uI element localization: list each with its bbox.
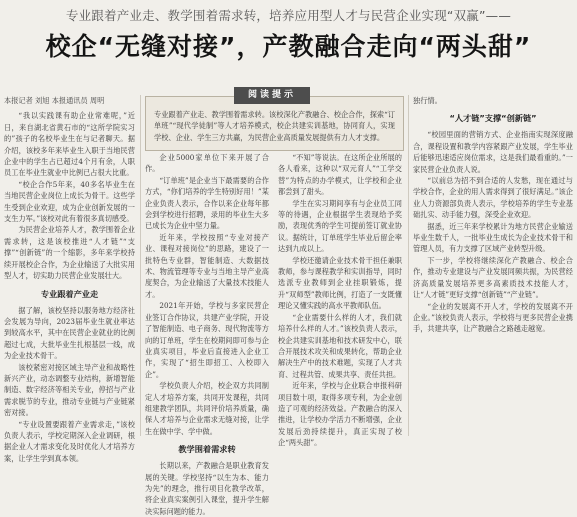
paragraph: “校企合作5年来，40多名毕业生在当地民营企业岗位上成长为骨干。这些学生受到企业欢迎，成为企业创新发展的一支生力军。”该校对此有着很多真切感受。 — [4, 179, 135, 224]
reading-tip-box — [145, 90, 404, 151]
article-column-1 — [4, 95, 135, 463]
paragraph: 下一步，学校将继续深化产教融合、校企合作，推动专业建设与产业发展同频共振，为民营经济高质量发展培养更多高素质技术技能人才，让“人才链”更好支撑“创新链”“产业链”。 — [413, 255, 573, 300]
paragraph: 该校紧密对接区域主导产业和战略性新兴产业，动态调整专业结构，新增智能制造、数字经济等相关专业，停招与产业需求脱节的专业，推动专业链与产业链紧密对接。 — [4, 362, 135, 418]
paragraph: 近年来，学校与企业联合申报科研项目数十项，取得多项专利，为企业创造了可观的经济效益。产教融合的深入推进，让学校办学活力不断增强，企业发展后劲持续提升，真正实现了校企“两头甜”。 — [278, 381, 402, 448]
section-subhead: 专业跟着产业走 — [40, 288, 99, 299]
headline: 校企“无缝对接”，产教融合走向“两头甜” — [45, 32, 532, 61]
paragraph: 独行情。 — [413, 96, 442, 105]
column-divider — [408, 95, 409, 436]
paragraph: 2021年开始，学校与多家民营企业签订合作协议，共建产业学院，开设了智能制造、电子商务、现代物流等方向的订单班，学生在校期间即可参与企业真实项目，毕业后直接进入企业工作，实现了“招生即招工、入校即入企”。 — [145, 301, 269, 379]
paragraph: 学生在实习期间享有与企业员工同等的待遇，企业根据学生表现给予奖励，表现优秀的学生可提前签订就业协议。据统计，订单班学生毕业后留企率达到九成以上。 — [278, 198, 402, 254]
kicker-line: 专业跟着产业走、教学围着需求转，培养应用型人才与民营企业实现“双赢”—— — [65, 8, 512, 23]
paragraph: “订单班”是企业当下最需要的合作方式，“你们培养的学生特别好用！”某企业负责人表示，合作以来企业每年都会到学校进行招聘，录用的毕业生大多已成长为企业中坚力量。 — [145, 175, 269, 231]
paragraph: 据了解，该校坚持以服务地方经济社会发展为导向，2023届毕业生就业率达到较高水平，其中在民营企业就业的比例超过七成，大批毕业生扎根基层一线，成为企业技术骨干。 — [4, 305, 135, 361]
paragraph: 近年来，学校按照“专业对接产业、课程对接岗位”的思路，建设了一批特色专业群，智能制造、大数据技术、物流管理等专业与当地主导产业高度契合，为企业输送了大量技术技能人才。 — [145, 232, 269, 299]
paragraph: 为民营企业培养人才，教学围着企业需求转，这是该校推进“人才链”“支撑”“创新链”的一个缩影，多年来学校持续开展校企合作，为企业输送了大批实用型人才，切实助力民营企业发展壮大。 — [4, 225, 135, 281]
paragraph: 长期以来，产教融合是职业教育发展的关键。学校坚持“以生为本、能力为先”的理念，推行项目化教学改革，将企业真实案例引入课堂，提升学生解决实际问题的能力。 — [145, 461, 269, 516]
paragraph: “我以实践课有助企业常难呢，”近日，来自湖北省黄石市的“这所学院实习的”孩子的名校毕业生在与记者聊天。据介绍，该校多年来毕业生入职于当地民营企业中的学生占已超过4个月有余，人职员工在毕业生就业中比例已占很大比重。 — [4, 111, 135, 178]
paragraph: “以前总为招不到合适的人发愁，现在通过与学校合作，企业的用人需求得到了很好满足。”该企业人力资源部负责人表示，学校培养的学生专业基础扎实、动手能力强，深受企业欢迎。 — [413, 176, 573, 220]
byline: 本报记者 刘旭 本报通讯员 周明 — [4, 96, 105, 105]
reading-tip-text: 专业跟着产业走、教学围着需求转。该校深化产教融合、校企合作，探索“订单班”“现代学徒制”等人才培养模式，校企共建实训基地，协同育人，实现学校、企业、学生三方共赢，为民营企业高质量发展提供有力人才支撑。 — [154, 110, 395, 142]
column-divider — [140, 95, 141, 436]
article-column-4 — [413, 95, 573, 436]
article-column-2 — [145, 152, 269, 516]
paragraph: “企业需要什么样的人才，我们就培养什么样的人才。”该校负责人表示，校企共建实训基地和技术研发中心，联合开展技术攻关和成果转化，帮助企业解决生产中的技术难题，实现了人才共育、过程共管、成果共享、责任共担。 — [278, 312, 402, 379]
section-subhead: 教学围着需求转 — [178, 444, 236, 455]
paragraph: 企业5000家单位下来开展了合作。 — [145, 153, 269, 174]
paragraph: 学校负责人介绍，校企双方共同制定人才培养方案，共同开发课程，共同组建教学团队，共同评价培养质量，确保人才培养与企业需求无缝对接，让学生在做中学、学中做。 — [145, 381, 269, 436]
paragraph: 学校还邀请企业技术骨干担任兼职教师，参与课程教学和实训指导，同时选派专业教师到企业挂职锻炼，提升“双师型”教师比例，打造了一支既懂理论又懂实践的高水平教师队伍。 — [278, 255, 402, 311]
reading-tip-title: 阅读提示 — [234, 87, 310, 104]
paragraph: “不知”等说法。在这所企业所展的各人看来，这种以“双元育人”“工学交替”为特点的办学模式，让学校和企业都尝到了甜头。 — [278, 153, 402, 197]
paragraph: “专业设置要跟着产业需求走，”该校负责人表示，学校定期深入企业调研，根据企业人才需求变化及时优化人才培养方案，让学生学到真本领。 — [4, 419, 135, 463]
paragraph: “企业的发展离不开人才，学校的发展离不开企业。”该校负责人表示，学校将与更多民营企业携手，共建共享，让产教融合之路越走越宽。 — [413, 301, 573, 334]
section-subhead: “人才链”支撑“创新链” — [449, 113, 537, 124]
article-column-3 — [278, 152, 402, 448]
paragraph: “校园里面的营销方式、企业指南实现深度融合，课程设置和教学内容紧跟产业发展，学生毕业后能够迅速适应岗位需求，这是我们最看重的。”一家民营企业负责人说。 — [413, 130, 573, 174]
paragraph: 据悉，近三年来学校累计为地方民营企业输送毕业生数千人，一批毕业生成长为企业技术骨干和管理人员，有力支撑了区域产业转型升级。 — [413, 221, 573, 254]
